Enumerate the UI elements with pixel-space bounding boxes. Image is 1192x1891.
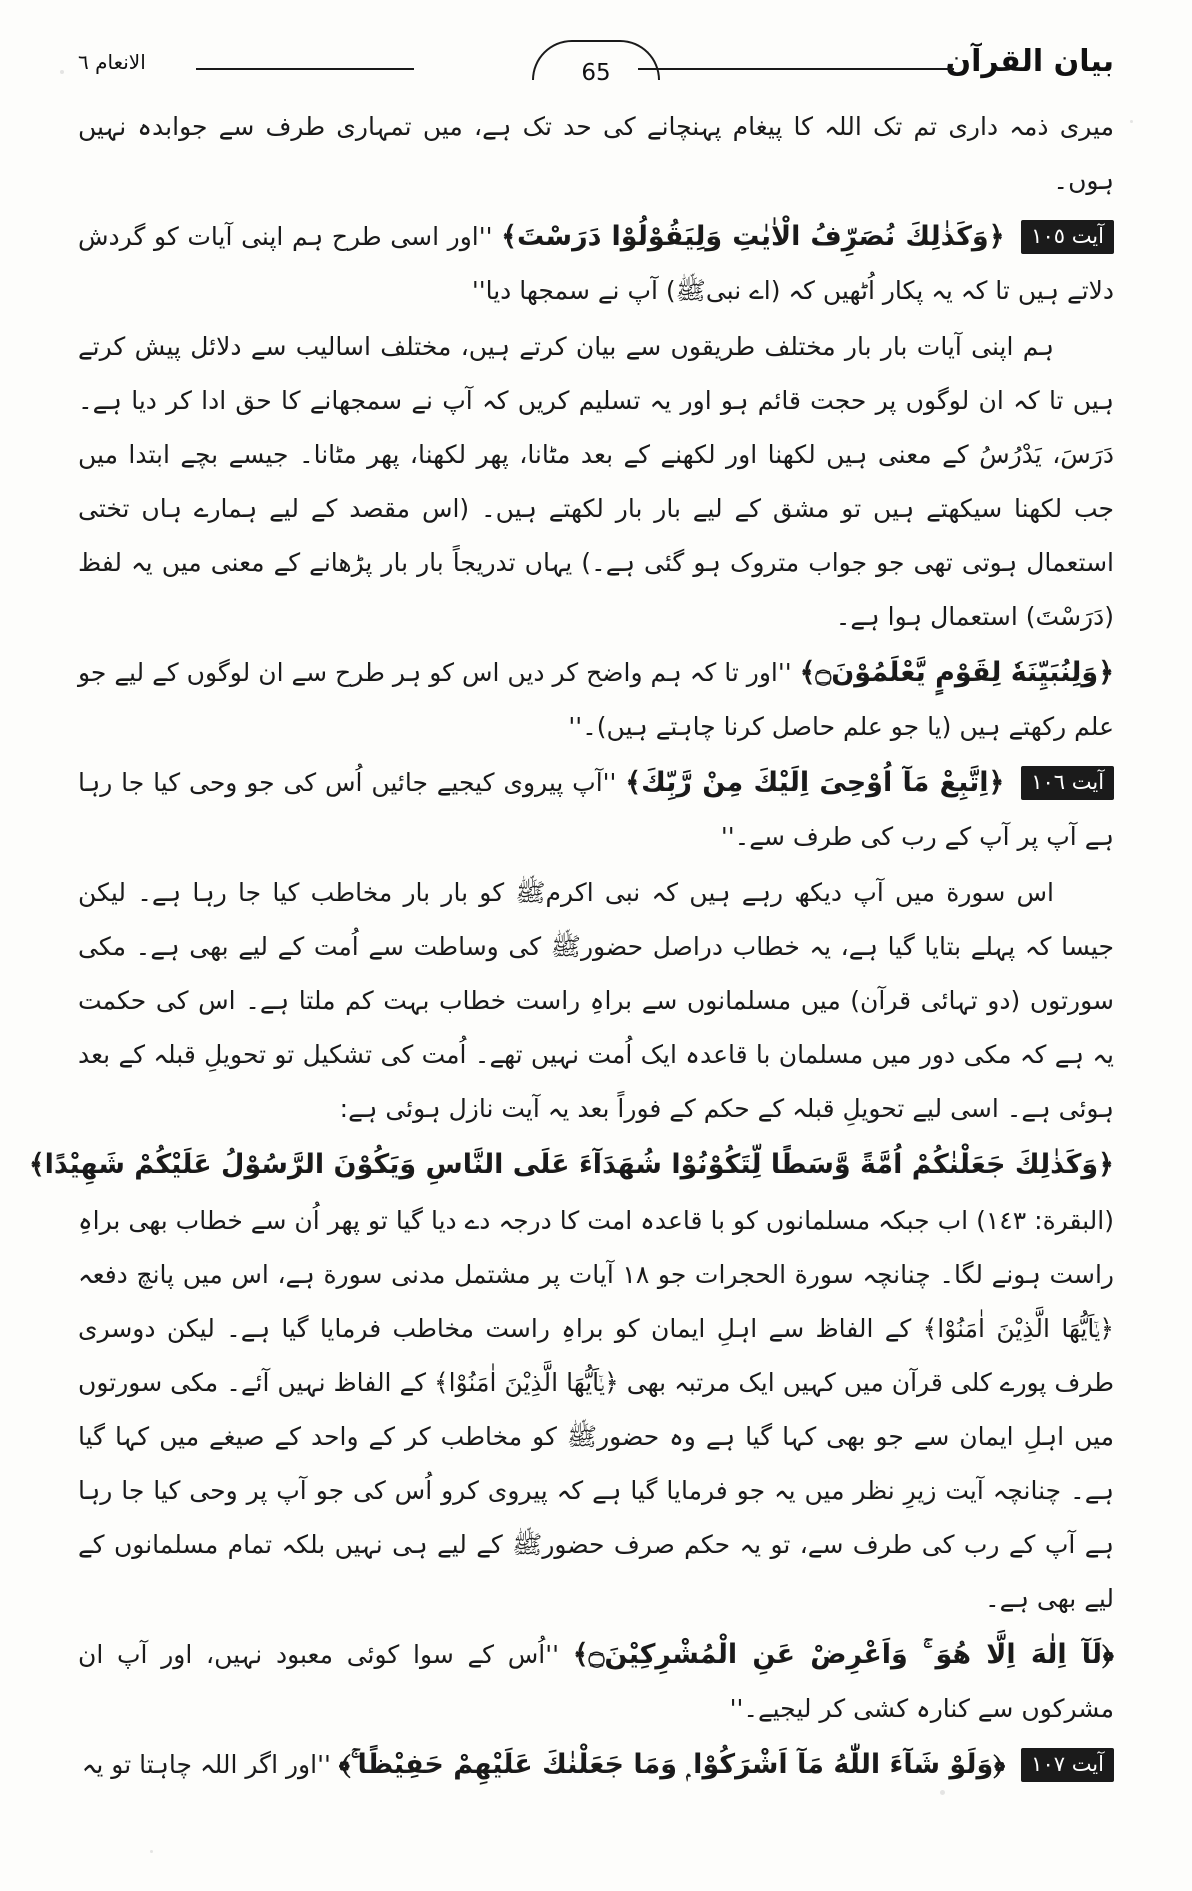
header-rule-right (638, 68, 954, 70)
page-number-value: 65 (581, 60, 611, 86)
ayah-106b-verse (78, 1628, 1114, 1736)
page-number (536, 48, 656, 86)
ayah-106b-arabic: ﴿لَآ اِلٰهَ اِلَّا هُوَ ۚ وَاَعْرِضْ عَنِ الْمُشْرِكِيْنَ۝﴾ (572, 1639, 1114, 1670)
ayah-105-verse (78, 210, 1114, 318)
ayah-106-arabic: ﴿اِتَّبِعْ مَآ اُوْحِیَ اِلَيْكَ مِنْ رَّبِّكَ﴾ (625, 767, 1005, 798)
baqarah-143-body (78, 1194, 1114, 1626)
header-rule-left (196, 68, 414, 70)
scan-speckle (150, 1850, 153, 1853)
ayah-106-tag: آیت ١٠٦ (1021, 766, 1114, 800)
surah-label: الانعام ٦ (78, 50, 146, 74)
ayah-105-commentary: ہم اپنی آیات بار بار مختلف طریقوں سے بیان کرتے ہیں، مختلف اسالیب سے دلائل پیش کرتے ہیں تا کہ ان لوگوں پر حجت قائم ہو اور یہ تسلیم کریں کہ آپ نے سمجھانے کا حق ادا کر دیا ہے۔ دَرَسَ، یَدْرُسُ کے معنی ہیں لکھنا اور لکھنے کے بعد مٹانا، پھر لکھنا، پھر مٹانا۔ جیسے بچے ابتدا میں جب لکھنا سیکھتے ہیں تو مشق کے لیے بار بار لکھتے ہیں۔ (اس مقصد کے لیے ہمارے ہاں تختی استعمال ہوتی تھی جو جواب متروک ہو گئی ہے۔) یہاں تدریجاً بار بار پڑھانے کے معنی میں یہ لفظ (دَرَسْتَ) استعمال ہوا ہے۔ (78, 332, 1114, 631)
ayah-107-arabic: ﴿وَلَوْ شَآءَ اللّٰهُ مَآ اَشْرَكُوْا ۭ وَمَا جَعَلْنٰكَ عَلَيْهِمْ حَفِيْظًا ۚ﴾ (338, 1749, 1006, 1780)
ayah-107-verse (78, 1738, 1114, 1792)
ayah-105b-arabic: ﴿وَلِنُبَيِّنَهٗ لِقَوْمٍ يَّعْلَمُوْنَ۝﴾ (799, 657, 1115, 688)
ayah-105-arabic: ﴿وَكَذٰلِكَ نُصَرِّفُ الْاٰيٰتِ وَلِيَقُوْلُوْا دَرَسْتَ﴾ (501, 221, 1005, 252)
ayah-106-verse (78, 756, 1114, 864)
ayah-105-translation: ''اور اسی طرح ہم اپنی آیات کو گردش دلاتے ہیں تا کہ یہ پکار اُٹھیں کہ (اے نبیﷺ) آپ نے سمجھا دیا'' (78, 222, 1114, 305)
ayah-106b-translation: ''اُس کے سوا کوئی معبود نہیں، اور آپ ان مشرکوں سے کنارہ کشی کر لیجیے۔'' (78, 1640, 1114, 1723)
ayah-107-tag: آیت ١٠٧ (1021, 1748, 1114, 1782)
baqarah-143-verse (28, 1138, 1114, 1192)
ayah-106-translation: ''آپ پیروی کیجیے جائیں اُس کی جو وحی کیا جا رہا ہے آپ پر آپ کے رب کی طرف سے۔'' (78, 768, 1114, 851)
page-header (78, 38, 1114, 92)
page-content (28, 100, 1115, 1851)
ayah-106-commentary: اس سورة میں آپ دیکھ رہے ہیں کہ نبی اکرمﷺ کو بار بار مخاطب کیا جا رہا ہے۔ لیکن جیسا کہ پہلے بتایا گیا ہے، یہ خطاب دراصل حضورﷺ کی وساطت سے اُمت کے لیے بھی ہے۔ مکی سورتوں (دو تہائی قرآن) میں مسلمانوں سے براہِ راست خطاب بہت کم ملتا ہے۔ اس کی حکمت یہ ہے کہ مکی دور میں مسلمان با قاعدہ ایک اُمت نہیں تھے۔ اُمت کی تشکیل تو تحویلِ قبلہ کے بعد ہوئی ہے۔ اسی لیے تحویلِ قبلہ کے حکم کے فوراً بعد یہ آیت نازل ہوئی ہے: (78, 878, 1114, 1123)
ayah-105b-translation: ''اور تا کہ ہم واضح کر دیں اس کو ہر طرح سے ان لوگوں کے لیے جو علم رکھتے ہیں (یا جو علم حاصل کرنا چاہتے ہیں)۔'' (78, 658, 1114, 741)
ayah-105b-verse (78, 646, 1114, 754)
scan-speckle (940, 1790, 945, 1795)
ayah-107-translation: ''اور اگر اللہ چاہتا تو یہ (81, 1750, 331, 1779)
baqarah-143-arabic: ﴿وَكَذٰلِكَ جَعَلْنٰكُمْ اُمَّةً وَّسَطًا لِّتَكُوْنُوْا شُهَدَآءَ عَلَى النَّاسِ وَيَكُوْنَ الرَّسُوْلُ عَلَيْكُمْ شَهِيْدًا﴾ (28, 1149, 1114, 1180)
book-title: بیان القرآن (945, 44, 1114, 79)
scan-speckle (1130, 120, 1133, 123)
baqarah-143-reference: (البقرة: ١٤٣) (976, 1206, 1114, 1235)
baqarah-143-commentary: اب جبکہ مسلمانوں کو با قاعدہ امت کا درجہ دے دیا گیا تو پھر اُن سے خطاب بھی براہِ راست ہونے لگا۔ چنانچہ سورة الحجرات جو ١٨ آیات پر مشتمل مدنی سورة ہے، اس میں پانچ دفعہ ﴿یٰۤاَیُّهَا الَّذِيْنَ اٰمَنُوْا﴾ کے الفاظ سے اہلِ ایمان کو براہِ راست مخاطب فرمایا گیا ہے۔ لیکن دوسری طرف پورے کلی قرآن میں کہیں ایک مرتبہ بھی ﴿یٰۤاَیُّهَا الَّذِيْنَ اٰمَنُوْا﴾ کے الفاظ نہیں آئے۔ مکی سورتوں میں اہلِ ایمان سے جو بھی کہا گیا ہے وہ حضورﷺ کو مخاطب کر کے واحد کے صیغے میں کہا گیا ہے۔ چنانچہ آیت زیرِ نظر میں یہ جو فرمایا گیا ہے کہ پیروی کرو اُس کی جو آپ پر وحی کیا جا رہا ہے آپ کے رب کی طرف سے، تو یہ حکم صرف حضورﷺ کے لیے ہی نہیں بلکہ تمام مسلمانوں کے لیے بھی ہے۔ (78, 1206, 1114, 1613)
ayah-105-tag: آیت ١٠٥ (1021, 220, 1114, 254)
opening-line: میری ذمہ داری تم تک اللہ کا پیغام پہنچانے کی حد تک ہے، میں تمہاری طرف سے جوابدہ نہیں ہوں۔ (78, 112, 1114, 195)
scan-speckle (60, 70, 64, 74)
